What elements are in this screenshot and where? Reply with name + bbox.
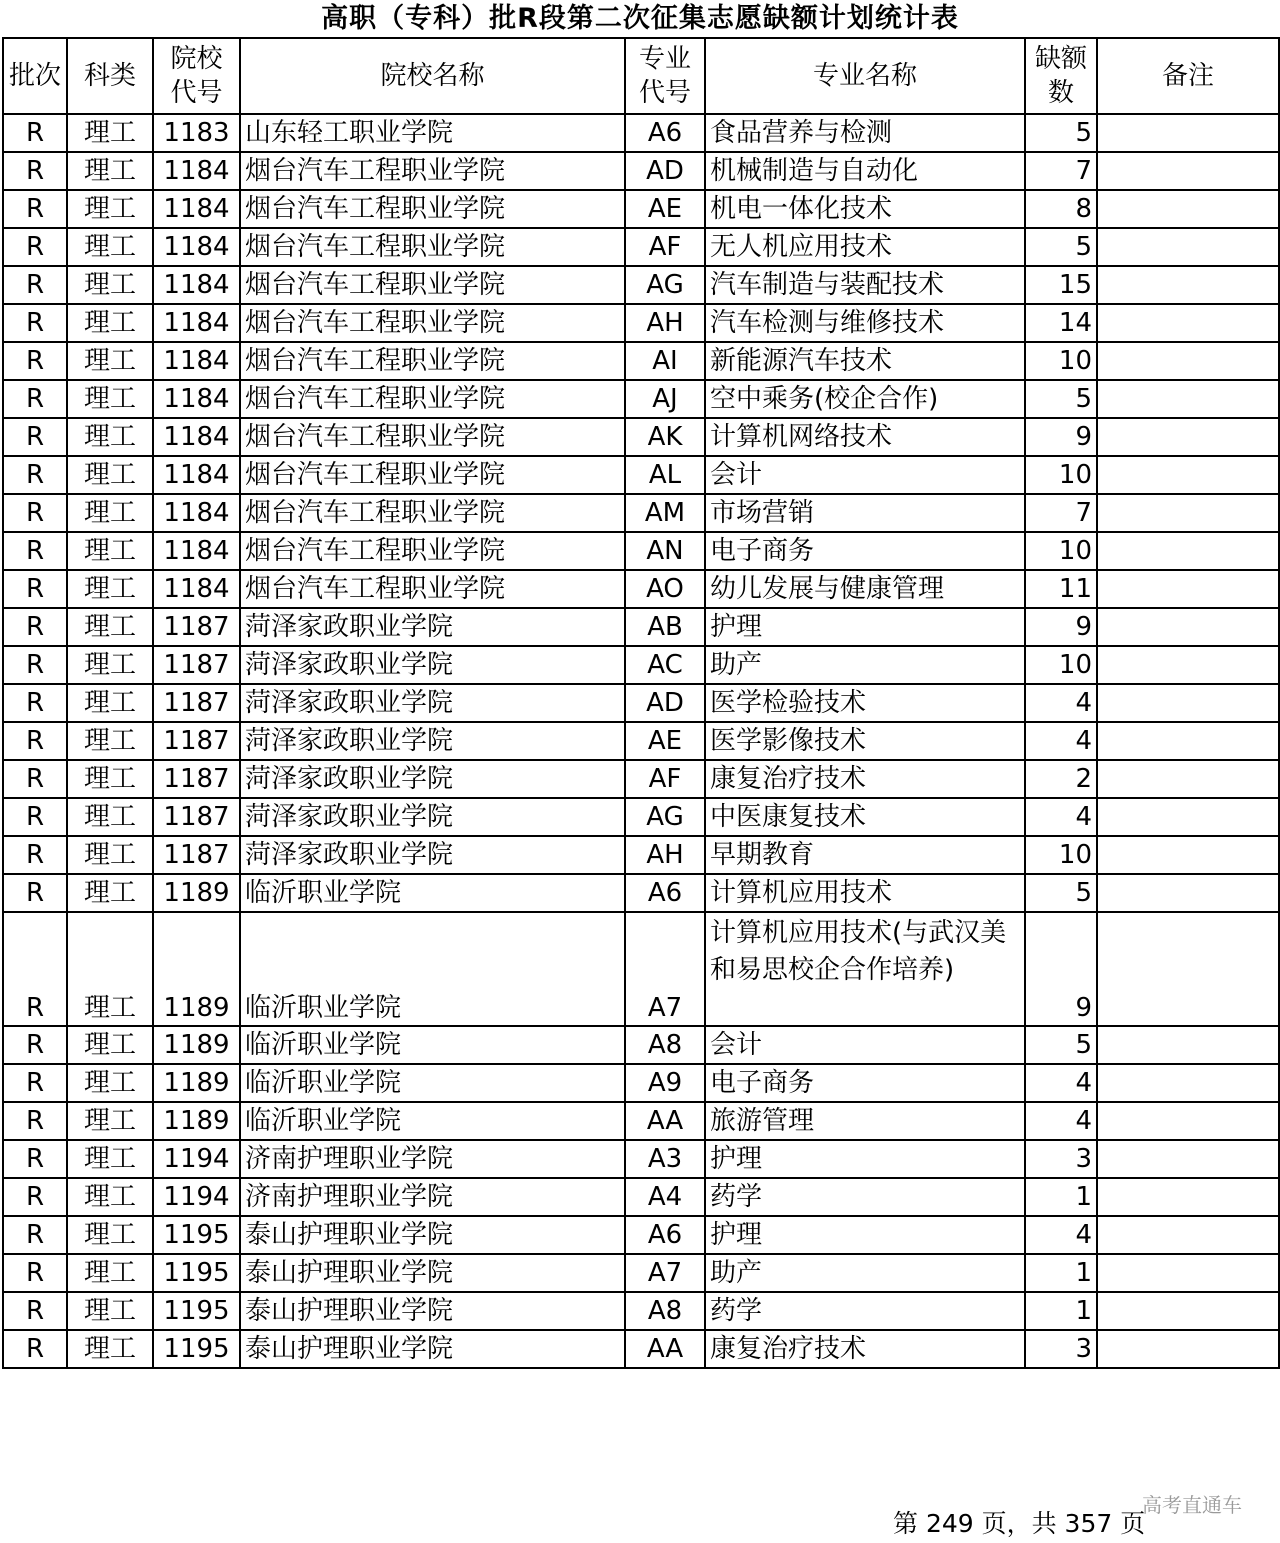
cell-major-name: 护理: [705, 1140, 1025, 1178]
cell-vacancy: 10: [1025, 342, 1097, 380]
cell-note: [1097, 608, 1279, 646]
header-note: 备注: [1097, 38, 1279, 114]
cell-school-name: 烟台汽车工程职业学院: [240, 494, 625, 532]
cell-school-code: 1184: [153, 456, 240, 494]
cell-school-name: 临沂职业学院: [240, 1064, 625, 1102]
cell-category: 理工: [67, 836, 153, 874]
cell-batch: R: [3, 266, 67, 304]
table-row: [3, 912, 1279, 1026]
cell-major-code: AF: [625, 228, 705, 266]
cell-school-code: 1183: [153, 114, 240, 152]
cell-major-code: AJ: [625, 380, 705, 418]
cell-batch: R: [3, 684, 67, 722]
cell-vacancy: 4: [1025, 722, 1097, 760]
cell-batch: R: [3, 532, 67, 570]
cell-category: 理工: [67, 760, 153, 798]
cell-note: [1097, 874, 1279, 912]
cell-major-code: AD: [625, 684, 705, 722]
table-row: [3, 342, 1279, 380]
cell-major-name: 康复治疗技术: [705, 760, 1025, 798]
cell-major-name: 机械制造与自动化: [705, 152, 1025, 190]
cell-major-name: 幼儿发展与健康管理: [705, 570, 1025, 608]
cell-major-code: A3: [625, 1140, 705, 1178]
cell-batch: R: [3, 190, 67, 228]
cell-note: [1097, 646, 1279, 684]
cell-note: [1097, 1140, 1279, 1178]
cell-vacancy: 5: [1025, 114, 1097, 152]
cell-school-name: 烟台汽车工程职业学院: [240, 380, 625, 418]
cell-school-code: 1184: [153, 228, 240, 266]
cell-school-code: 1184: [153, 304, 240, 342]
cell-school-code: 1195: [153, 1254, 240, 1292]
cell-school-code: 1189: [153, 874, 240, 912]
cell-school-name: 泰山护理职业学院: [240, 1254, 625, 1292]
cell-major-code: AB: [625, 608, 705, 646]
cell-category: 理工: [67, 912, 153, 1026]
table-row: [3, 190, 1279, 228]
cell-note: [1097, 266, 1279, 304]
cell-school-name: 菏泽家政职业学院: [240, 608, 625, 646]
cell-category: 理工: [67, 1292, 153, 1330]
cell-vacancy: 4: [1025, 1064, 1097, 1102]
cell-school-code: 1189: [153, 1064, 240, 1102]
table-row: [3, 874, 1279, 912]
table-row: [3, 1064, 1279, 1102]
cell-school-code: 1195: [153, 1216, 240, 1254]
cell-note: [1097, 798, 1279, 836]
cell-category: 理工: [67, 1026, 153, 1064]
cell-school-name: 烟台汽车工程职业学院: [240, 456, 625, 494]
cell-note: [1097, 342, 1279, 380]
cell-school-code: 1195: [153, 1330, 240, 1368]
cell-school-code: 1194: [153, 1140, 240, 1178]
cell-category: 理工: [67, 418, 153, 456]
cell-category: 理工: [67, 1178, 153, 1216]
cell-major-name: 电子商务: [705, 532, 1025, 570]
page-title: 高职（专科）批R段第二次征集志愿缺额计划统计表: [321, 3, 959, 34]
cell-vacancy: 10: [1025, 456, 1097, 494]
cell-category: 理工: [67, 722, 153, 760]
cell-school-code: 1184: [153, 266, 240, 304]
cell-note: [1097, 1102, 1279, 1140]
cell-category: 理工: [67, 532, 153, 570]
cell-major-code: AD: [625, 152, 705, 190]
cell-major-name: 电子商务: [705, 1064, 1025, 1102]
cell-major-code: AI: [625, 342, 705, 380]
table-row: [3, 570, 1279, 608]
cell-major-code: AO: [625, 570, 705, 608]
cell-vacancy: 14: [1025, 304, 1097, 342]
table-row: [3, 494, 1279, 532]
cell-batch: R: [3, 380, 67, 418]
cell-category: 理工: [67, 608, 153, 646]
cell-batch: R: [3, 1140, 67, 1178]
table-row: [3, 608, 1279, 646]
cell-category: 理工: [67, 570, 153, 608]
cell-school-code: 1184: [153, 532, 240, 570]
cell-batch: R: [3, 722, 67, 760]
cell-major-code: AG: [625, 798, 705, 836]
cell-major-code: AN: [625, 532, 705, 570]
cell-vacancy: 4: [1025, 684, 1097, 722]
cell-batch: R: [3, 646, 67, 684]
header-major-name: 专业名称: [705, 38, 1025, 114]
page-footer: 第 249 页，共 357 页: [893, 1509, 1146, 1538]
cell-vacancy: 10: [1025, 532, 1097, 570]
cell-category: 理工: [67, 646, 153, 684]
cell-batch: R: [3, 456, 67, 494]
table-row: [3, 1178, 1279, 1216]
cell-vacancy: 11: [1025, 570, 1097, 608]
cell-major-name: 市场营销: [705, 494, 1025, 532]
cell-batch: R: [3, 494, 67, 532]
table-row: [3, 1216, 1279, 1254]
cell-major-code: A8: [625, 1292, 705, 1330]
cell-school-name: 烟台汽车工程职业学院: [240, 418, 625, 456]
cell-category: 理工: [67, 494, 153, 532]
table-row: [3, 266, 1279, 304]
header-school-name: 院校名称: [240, 38, 625, 114]
cell-category: 理工: [67, 380, 153, 418]
cell-batch: R: [3, 1102, 67, 1140]
cell-major-code: AH: [625, 836, 705, 874]
cell-category: 理工: [67, 1254, 153, 1292]
cell-category: 理工: [67, 266, 153, 304]
cell-batch: R: [3, 152, 67, 190]
cell-note: [1097, 912, 1279, 1026]
table-row: [3, 1292, 1279, 1330]
cell-major-name: 护理: [705, 608, 1025, 646]
cell-major-name: 食品营养与检测: [705, 114, 1025, 152]
cell-note: [1097, 836, 1279, 874]
cell-school-name: 烟台汽车工程职业学院: [240, 570, 625, 608]
cell-note: [1097, 304, 1279, 342]
table-row: [3, 1102, 1279, 1140]
cell-note: [1097, 1254, 1279, 1292]
cell-note: [1097, 1292, 1279, 1330]
table-row: [3, 532, 1279, 570]
cell-note: [1097, 1178, 1279, 1216]
cell-vacancy: 7: [1025, 494, 1097, 532]
cell-school-code: 1189: [153, 1102, 240, 1140]
cell-major-name: 旅游管理: [705, 1102, 1025, 1140]
table-row: [3, 1330, 1279, 1368]
cell-school-code: 1184: [153, 190, 240, 228]
cell-note: [1097, 722, 1279, 760]
cell-note: [1097, 228, 1279, 266]
cell-vacancy: 2: [1025, 760, 1097, 798]
cell-batch: R: [3, 608, 67, 646]
cell-major-name: 计算机应用技术: [705, 874, 1025, 912]
table-row: [3, 1254, 1279, 1292]
watermark: 高考直通车: [1142, 1493, 1242, 1517]
cell-vacancy: 1: [1025, 1254, 1097, 1292]
cell-major-name: 空中乘务(校企合作): [705, 380, 1025, 418]
cell-vacancy: 9: [1025, 418, 1097, 456]
table-body: [3, 114, 1279, 1368]
cell-batch: R: [3, 1330, 67, 1368]
cell-batch: R: [3, 874, 67, 912]
cell-major-name: 助产: [705, 1254, 1025, 1292]
cell-batch: R: [3, 418, 67, 456]
cell-major-code: A8: [625, 1026, 705, 1064]
cell-school-name: 烟台汽车工程职业学院: [240, 342, 625, 380]
cell-school-name: 烟台汽车工程职业学院: [240, 304, 625, 342]
cell-school-code: 1195: [153, 1292, 240, 1330]
cell-batch: R: [3, 114, 67, 152]
cell-school-name: 泰山护理职业学院: [240, 1330, 625, 1368]
cell-vacancy: 5: [1025, 380, 1097, 418]
cell-major-name: 会计: [705, 1026, 1025, 1064]
cell-school-name: 临沂职业学院: [240, 912, 625, 1026]
cell-major-name: 计算机应用技术(与武汉美和易思校企合作培养): [705, 912, 1025, 1026]
header-category: 科类: [67, 38, 153, 114]
header-row: [3, 38, 1279, 114]
cell-school-code: 1189: [153, 1026, 240, 1064]
cell-school-name: 烟台汽车工程职业学院: [240, 190, 625, 228]
cell-school-code: 1194: [153, 1178, 240, 1216]
cell-school-code: 1187: [153, 646, 240, 684]
table-row: [3, 1140, 1279, 1178]
cell-school-code: 1189: [153, 912, 240, 1026]
cell-school-name: 菏泽家政职业学院: [240, 646, 625, 684]
cell-note: [1097, 570, 1279, 608]
cell-note: [1097, 1064, 1279, 1102]
cell-vacancy: 1: [1025, 1178, 1097, 1216]
header-major-code: 专业代号: [625, 38, 705, 114]
header-batch: 批次: [3, 38, 67, 114]
cell-vacancy: 4: [1025, 1216, 1097, 1254]
cell-vacancy: 15: [1025, 266, 1097, 304]
cell-batch: R: [3, 836, 67, 874]
table-row: [3, 152, 1279, 190]
cell-note: [1097, 114, 1279, 152]
cell-major-name: 药学: [705, 1178, 1025, 1216]
cell-batch: R: [3, 1292, 67, 1330]
cell-school-name: 济南护理职业学院: [240, 1140, 625, 1178]
cell-category: 理工: [67, 152, 153, 190]
table-row: [3, 836, 1279, 874]
cell-note: [1097, 418, 1279, 456]
table-row: [3, 684, 1279, 722]
cell-batch: R: [3, 1064, 67, 1102]
table-row: [3, 228, 1279, 266]
cell-vacancy: 10: [1025, 836, 1097, 874]
cell-vacancy: 5: [1025, 228, 1097, 266]
cell-school-code: 1184: [153, 342, 240, 380]
header-vacancy: 缺额数: [1025, 38, 1097, 114]
cell-major-name: 药学: [705, 1292, 1025, 1330]
cell-vacancy: 9: [1025, 608, 1097, 646]
cell-school-name: 烟台汽车工程职业学院: [240, 228, 625, 266]
cell-school-code: 1184: [153, 152, 240, 190]
cell-school-name: 烟台汽车工程职业学院: [240, 532, 625, 570]
cell-major-name: 医学影像技术: [705, 722, 1025, 760]
cell-note: [1097, 532, 1279, 570]
cell-school-name: 济南护理职业学院: [240, 1178, 625, 1216]
cell-note: [1097, 152, 1279, 190]
cell-school-code: 1184: [153, 418, 240, 456]
cell-category: 理工: [67, 1064, 153, 1102]
cell-major-code: AC: [625, 646, 705, 684]
cell-school-name: 菏泽家政职业学院: [240, 836, 625, 874]
cell-vacancy: 8: [1025, 190, 1097, 228]
cell-major-code: AM: [625, 494, 705, 532]
cell-batch: R: [3, 760, 67, 798]
cell-major-code: A6: [625, 1216, 705, 1254]
cell-category: 理工: [67, 114, 153, 152]
table-row: [3, 380, 1279, 418]
cell-school-name: 烟台汽车工程职业学院: [240, 266, 625, 304]
cell-major-code: AL: [625, 456, 705, 494]
cell-batch: R: [3, 342, 67, 380]
cell-batch: R: [3, 1254, 67, 1292]
cell-vacancy: 4: [1025, 798, 1097, 836]
header-school-code: 院校代号: [153, 38, 240, 114]
vacancy-table: [2, 37, 1280, 1369]
cell-school-code: 1187: [153, 760, 240, 798]
cell-category: 理工: [67, 684, 153, 722]
cell-category: 理工: [67, 1102, 153, 1140]
cell-category: 理工: [67, 798, 153, 836]
cell-major-code: A6: [625, 114, 705, 152]
cell-major-name: 汽车制造与装配技术: [705, 266, 1025, 304]
cell-note: [1097, 1330, 1279, 1368]
cell-major-code: AE: [625, 190, 705, 228]
cell-school-name: 临沂职业学院: [240, 874, 625, 912]
cell-major-name: 护理: [705, 1216, 1025, 1254]
table-row: [3, 1026, 1279, 1064]
cell-major-code: AA: [625, 1102, 705, 1140]
cell-batch: R: [3, 304, 67, 342]
cell-note: [1097, 760, 1279, 798]
cell-batch: R: [3, 570, 67, 608]
cell-school-name: 临沂职业学院: [240, 1102, 625, 1140]
cell-school-name: 菏泽家政职业学院: [240, 760, 625, 798]
cell-category: 理工: [67, 1140, 153, 1178]
cell-major-name: 机电一体化技术: [705, 190, 1025, 228]
table-row: [3, 114, 1279, 152]
cell-category: 理工: [67, 1330, 153, 1368]
cell-category: 理工: [67, 342, 153, 380]
cell-school-code: 1187: [153, 836, 240, 874]
table-row: [3, 304, 1279, 342]
cell-vacancy: 10: [1025, 646, 1097, 684]
cell-category: 理工: [67, 1216, 153, 1254]
cell-note: [1097, 684, 1279, 722]
cell-major-code: AE: [625, 722, 705, 760]
cell-major-code: A9: [625, 1064, 705, 1102]
cell-school-name: 菏泽家政职业学院: [240, 684, 625, 722]
cell-school-name: 泰山护理职业学院: [240, 1216, 625, 1254]
cell-note: [1097, 190, 1279, 228]
cell-school-name: 烟台汽车工程职业学院: [240, 152, 625, 190]
cell-major-code: AK: [625, 418, 705, 456]
table-row: [3, 722, 1279, 760]
cell-note: [1097, 494, 1279, 532]
cell-major-code: AH: [625, 304, 705, 342]
table-row: [3, 418, 1279, 456]
cell-major-name: 助产: [705, 646, 1025, 684]
cell-batch: R: [3, 1178, 67, 1216]
cell-major-code: A6: [625, 874, 705, 912]
cell-school-code: 1187: [153, 684, 240, 722]
cell-batch: R: [3, 1216, 67, 1254]
table-row: [3, 760, 1279, 798]
cell-vacancy: 9: [1025, 912, 1097, 1026]
cell-category: 理工: [67, 228, 153, 266]
cell-school-code: 1184: [153, 570, 240, 608]
cell-major-name: 无人机应用技术: [705, 228, 1025, 266]
cell-vacancy: 1: [1025, 1292, 1097, 1330]
cell-school-code: 1184: [153, 380, 240, 418]
cell-vacancy: 5: [1025, 1026, 1097, 1064]
cell-vacancy: 3: [1025, 1140, 1097, 1178]
cell-major-name: 中医康复技术: [705, 798, 1025, 836]
cell-note: [1097, 1216, 1279, 1254]
cell-school-name: 山东轻工职业学院: [240, 114, 625, 152]
cell-major-code: AA: [625, 1330, 705, 1368]
cell-vacancy: 5: [1025, 874, 1097, 912]
cell-major-name: 新能源汽车技术: [705, 342, 1025, 380]
cell-school-name: 泰山护理职业学院: [240, 1292, 625, 1330]
cell-note: [1097, 456, 1279, 494]
cell-major-name: 早期教育: [705, 836, 1025, 874]
cell-category: 理工: [67, 456, 153, 494]
cell-batch: R: [3, 1026, 67, 1064]
cell-major-name: 汽车检测与维修技术: [705, 304, 1025, 342]
cell-major-name: 计算机网络技术: [705, 418, 1025, 456]
cell-school-code: 1187: [153, 722, 240, 760]
cell-school-name: 菏泽家政职业学院: [240, 722, 625, 760]
cell-major-code: AG: [625, 266, 705, 304]
cell-major-code: A7: [625, 1254, 705, 1292]
cell-note: [1097, 380, 1279, 418]
cell-major-name: 医学检验技术: [705, 684, 1025, 722]
table-row: [3, 456, 1279, 494]
cell-school-name: 临沂职业学院: [240, 1026, 625, 1064]
cell-category: 理工: [67, 304, 153, 342]
cell-note: [1097, 1026, 1279, 1064]
cell-category: 理工: [67, 874, 153, 912]
cell-batch: R: [3, 228, 67, 266]
cell-school-code: 1187: [153, 608, 240, 646]
cell-school-code: 1184: [153, 494, 240, 532]
cell-category: 理工: [67, 190, 153, 228]
cell-batch: R: [3, 912, 67, 1026]
cell-school-name: 菏泽家政职业学院: [240, 798, 625, 836]
cell-vacancy: 4: [1025, 1102, 1097, 1140]
cell-major-name: 会计: [705, 456, 1025, 494]
cell-vacancy: 7: [1025, 152, 1097, 190]
cell-major-code: AF: [625, 760, 705, 798]
cell-batch: R: [3, 798, 67, 836]
cell-major-code: A4: [625, 1178, 705, 1216]
cell-major-code: A7: [625, 912, 705, 1026]
cell-vacancy: 3: [1025, 1330, 1097, 1368]
cell-school-code: 1187: [153, 798, 240, 836]
table-row: [3, 646, 1279, 684]
table-row: [3, 798, 1279, 836]
cell-major-name: 康复治疗技术: [705, 1330, 1025, 1368]
